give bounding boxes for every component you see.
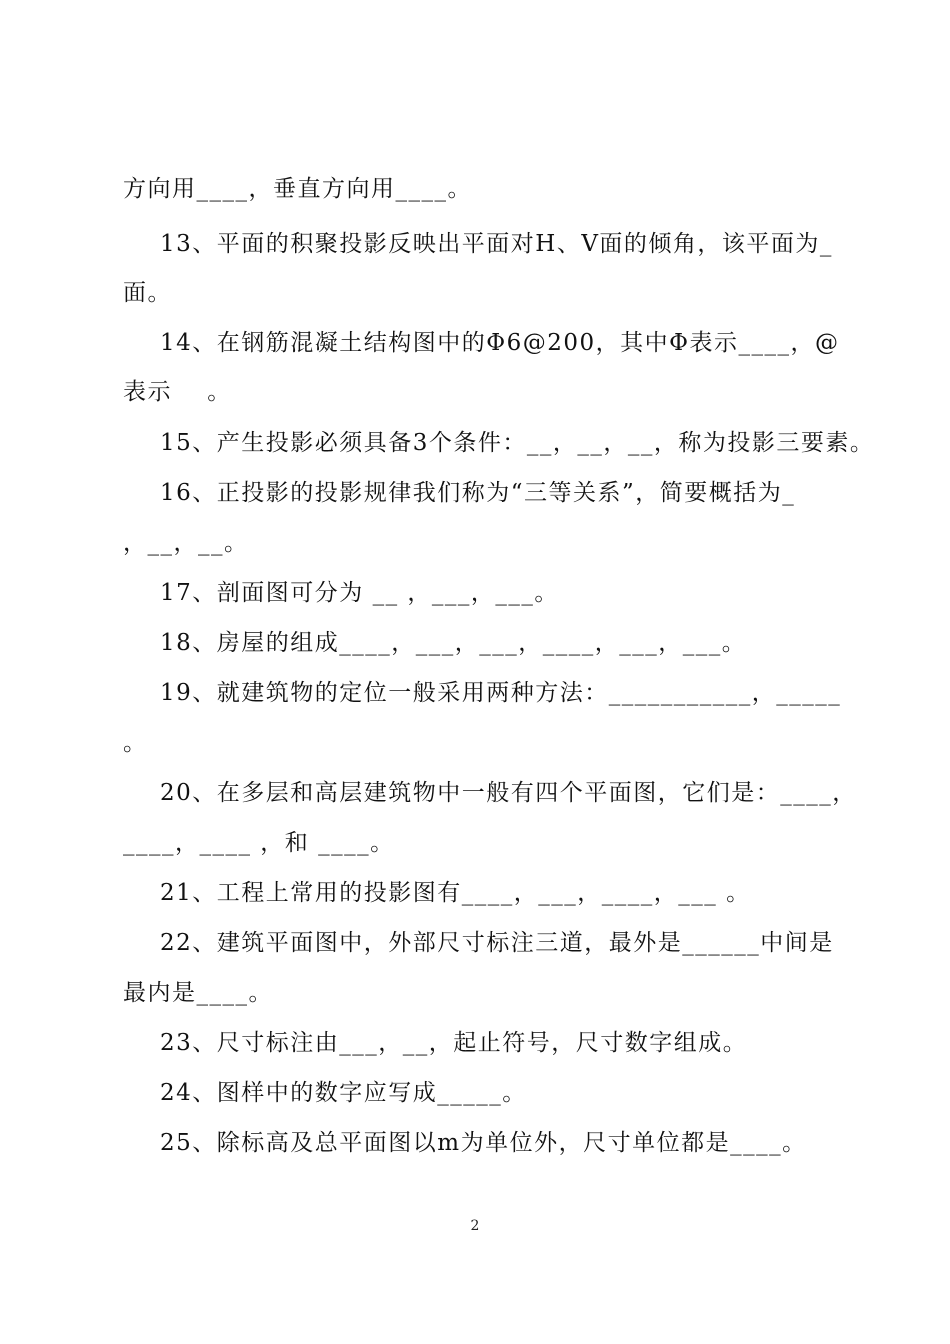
question-22: 22、建筑平面图中，外部尺寸标注三道，最外是______中间是: [160, 930, 834, 956]
page-number: 2: [470, 1218, 480, 1234]
text-line-12-cont: 方向用____，垂直方向用____。: [123, 176, 472, 202]
question-14: 14、在钢筋混凝土结构图中的Φ6@200，其中Φ表示____，@: [160, 330, 840, 356]
question-24: 24、图样中的数字应写成_____。: [160, 1080, 527, 1106]
question-19: 19、就建筑物的定位一般采用两种方法：___________，_____: [160, 680, 842, 706]
question-20-cont: ____，____ ，和 ____。: [123, 830, 395, 856]
question-25: 25、除标高及总平面图以m为单位外，尺寸单位都是____。: [160, 1130, 807, 1156]
question-19-cont: 。: [123, 730, 148, 756]
question-17: 17、剖面图可分为 __ ，___，___。: [160, 580, 559, 606]
question-13: 13、平面的积聚投影反映出平面对H、V面的倾角，该平面为_: [160, 231, 833, 257]
question-18: 18、房屋的组成____，___，___，____，___，___。: [160, 630, 747, 656]
question-16: 16、正投影的投影规律我们称为“三等关系”，简要概括为_: [160, 480, 796, 506]
question-13-cont: 面。: [123, 280, 172, 306]
question-16-cont: ，__，__。: [123, 530, 249, 556]
question-22-cont: 最内是____。: [123, 980, 273, 1006]
question-21: 21、工程上常用的投影图有____，___，____，___ 。: [160, 880, 751, 906]
question-20: 20、在多层和高层建筑物中一般有四个平面图，它们是：____，: [160, 780, 857, 806]
question-15: 15、产生投影必须具备3个条件：__，__，__，称为投影三要素。: [160, 430, 875, 456]
question-23: 23、尺寸标注由___，__，起止符号，尺寸数字组成。: [160, 1030, 748, 1056]
question-14-cont: 表示 。: [123, 379, 232, 405]
